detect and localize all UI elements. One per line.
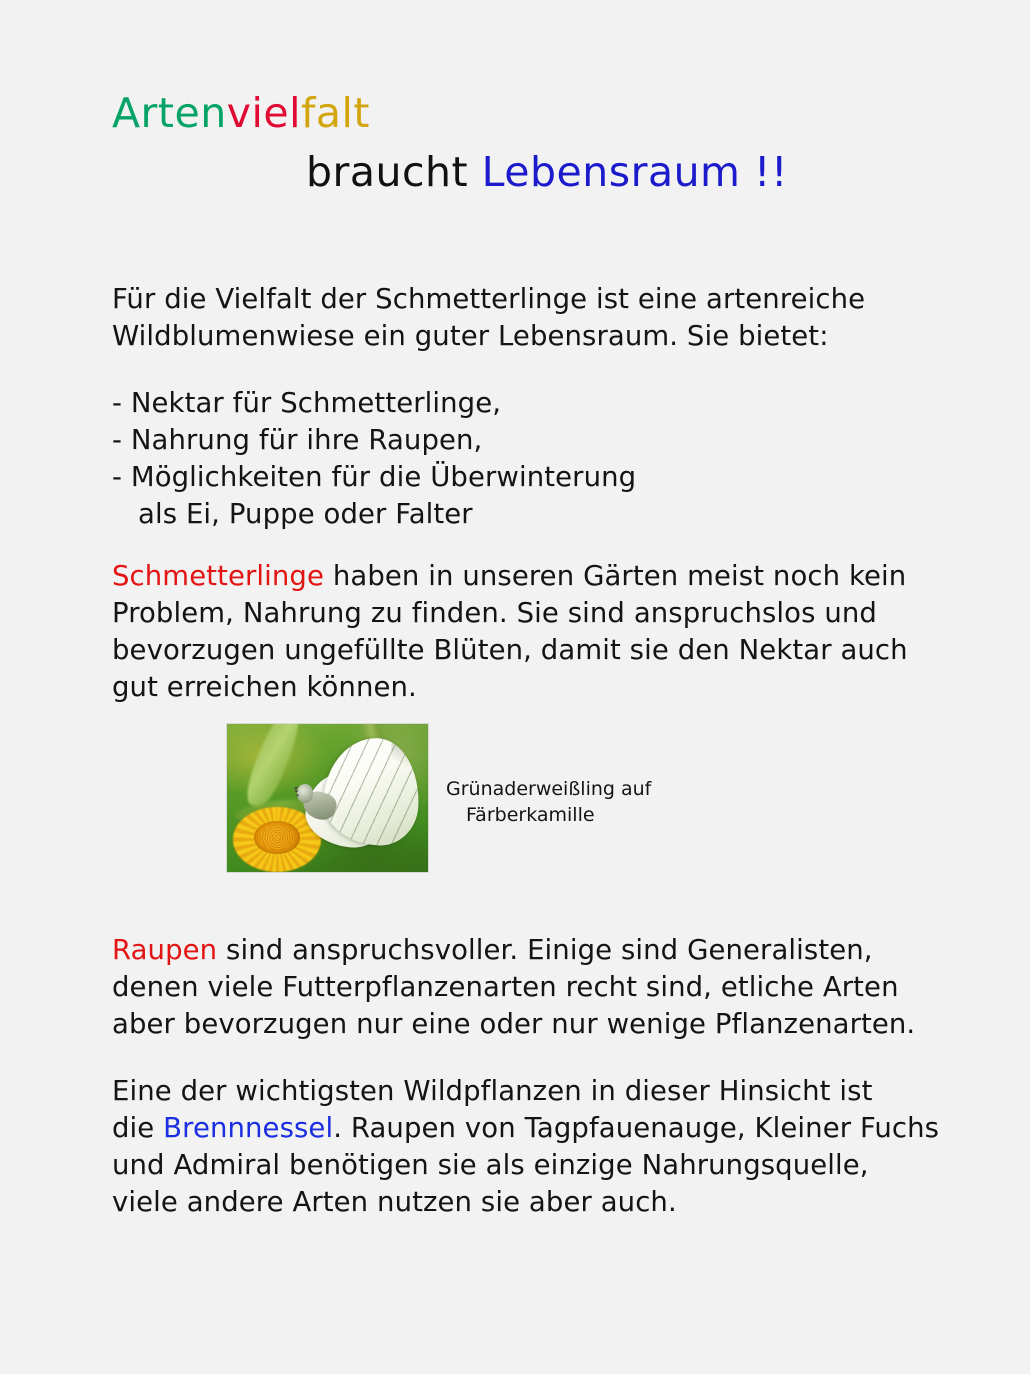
title-word-viel: viel bbox=[226, 89, 301, 137]
brennnessel-highlight: Brennnessel bbox=[163, 1112, 334, 1144]
butterfly-photo bbox=[226, 723, 429, 873]
raupen-highlight: Raupen bbox=[112, 934, 218, 966]
title-word-falt: falt bbox=[300, 89, 371, 137]
title-line-1 bbox=[112, 88, 942, 138]
schmetterlinge-line-2: Problem, Nahrung zu finden. Sie sind anspruchslos und bbox=[112, 597, 877, 629]
brennnessel-line-2 bbox=[112, 1110, 992, 1147]
butterfly-photo-scene bbox=[227, 724, 428, 872]
caption-line-2: Färberkamille bbox=[466, 804, 595, 826]
raupen-line-1 bbox=[112, 932, 987, 969]
butterfly-head bbox=[297, 784, 314, 802]
intro-line-2: Wildblumenwiese ein guter Lebensraum. Sie bietet: bbox=[112, 320, 829, 352]
brennnessel-line-2-after: . Raupen von Tagpfauenauge, Kleiner Fuchs bbox=[333, 1112, 940, 1144]
title-word-braucht: braucht bbox=[306, 148, 482, 196]
title-line-2 bbox=[306, 147, 942, 197]
raupen-line-3: aber bevorzugen nur eine oder nur wenige Pflanzenarten. bbox=[112, 1008, 916, 1040]
schmetterlinge-highlight: Schmetterlinge bbox=[112, 560, 324, 592]
title-word-lebensraum: Lebensraum !! bbox=[481, 148, 788, 196]
document-title bbox=[112, 88, 942, 197]
brennnessel-line-3: und Admiral benötigen sie als einzige Nahrungsquelle, bbox=[112, 1149, 869, 1181]
brennnessel-paragraph bbox=[112, 1073, 992, 1221]
list-item: - Nektar für Schmetterlinge, bbox=[112, 387, 502, 419]
raupen-line-1-rest: sind anspruchsvoller. Einige sind Generalisten, bbox=[217, 934, 873, 966]
butterfly-antenna-icon bbox=[295, 790, 299, 792]
schmetterlinge-line-1 bbox=[112, 558, 967, 595]
list-item: - Nahrung für ihre Raupen, bbox=[112, 424, 483, 456]
schmetterlinge-line-3: bevorzugen ungefüllte Blüten, damit sie den Nektar auch bbox=[112, 634, 908, 666]
caption-line-1: Grünaderweißling auf bbox=[446, 778, 652, 800]
title-word-arten: Arten bbox=[112, 89, 227, 137]
list-item: - Möglichkeiten für die Überwinterung bbox=[112, 461, 637, 493]
brennnessel-line-1: Eine der wichtigsten Wildpflanzen in dieser Hinsicht ist bbox=[112, 1075, 873, 1107]
flower-disc bbox=[254, 821, 300, 854]
raupen-paragraph bbox=[112, 932, 987, 1043]
brennnessel-line-4: viele andere Arten nutzen sie aber auch. bbox=[112, 1186, 677, 1218]
brennnessel-line-2-before: die bbox=[112, 1112, 164, 1144]
raupen-line-2: denen viele Futterpflanzenarten recht sind, etliche Arten bbox=[112, 971, 899, 1003]
butterfly-proboscis-icon bbox=[296, 794, 299, 797]
butterfly-forewing bbox=[321, 736, 422, 848]
benefits-list bbox=[112, 385, 812, 533]
intro-paragraph bbox=[112, 281, 912, 355]
schmetterlinge-line-1-rest: haben in unseren Gärten meist noch kein bbox=[324, 560, 907, 592]
white-butterfly-icon bbox=[295, 736, 424, 857]
list-item-continuation: als Ei, Puppe oder Falter bbox=[138, 498, 473, 530]
photo-caption bbox=[446, 776, 766, 828]
intro-line-1: Für die Vielfalt der Schmetterlinge ist eine artenreiche bbox=[112, 283, 866, 315]
schmetterlinge-line-4: gut erreichen können. bbox=[112, 671, 417, 703]
schmetterlinge-paragraph bbox=[112, 558, 967, 706]
